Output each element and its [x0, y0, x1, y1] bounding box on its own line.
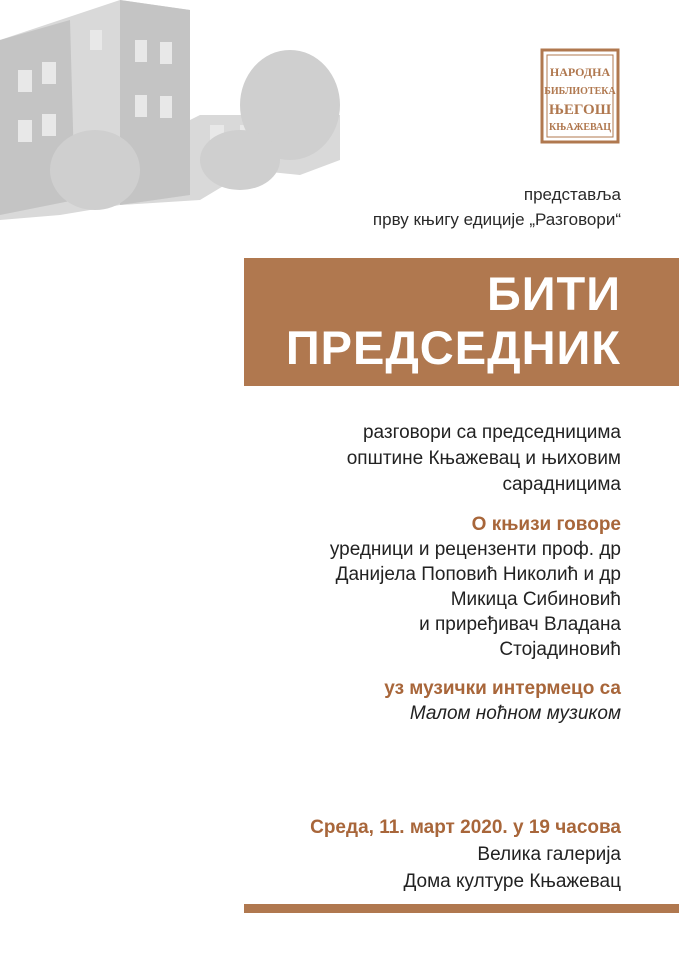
event-place-1: Велика галерија — [477, 844, 621, 865]
subtitle-line-3: сарадницима — [502, 474, 621, 495]
speakers-line-5: Стојадиновић — [499, 639, 621, 660]
music-section — [384, 676, 621, 726]
intro-line-2: прву књигу едиције „Разговори“ — [372, 210, 621, 229]
speakers-section — [330, 512, 621, 662]
speakers-line-2: Данијела Поповић Николић и др — [335, 564, 621, 585]
subtitle — [347, 420, 621, 498]
intro-text — [373, 182, 621, 232]
svg-text:ЊЕГОШ: ЊЕГОШ — [548, 102, 612, 118]
title-line-2: ПРЕДСЕДНИК — [285, 321, 621, 374]
event-place-2: Дома културе Књажевац — [403, 871, 621, 892]
speakers-line-4: и приређивач Владана — [419, 614, 621, 635]
bottom-rule — [244, 904, 679, 913]
library-logo — [540, 48, 620, 144]
subtitle-line-1: разговори са председницима — [362, 422, 621, 443]
subtitle-line-2: општине Књажевац и њиховим — [346, 448, 621, 469]
event-date: Среда, 11. март 2020. у 19 часова — [310, 817, 621, 838]
svg-text:БИБЛИОТЕКА: БИБЛИОТЕКА — [544, 86, 616, 97]
svg-text:НАРОДНА: НАРОДНА — [549, 65, 611, 79]
building-illustration — [0, 0, 340, 240]
title-line-1: БИТИ — [486, 267, 621, 320]
speakers-line-3: Микица Сибиновић — [450, 589, 621, 610]
speakers-heading: О књизи говоре — [471, 514, 621, 535]
svg-text:КЊАЖЕВАЦ: КЊАЖЕВАЦ — [548, 122, 612, 133]
event-details — [310, 814, 621, 895]
music-line: Малом ноћном музиком — [409, 703, 621, 724]
intro-line-1: представља — [523, 185, 621, 204]
speakers-line-1: уредници и рецензенти проф. др — [329, 539, 621, 560]
title-banner — [244, 258, 679, 386]
music-heading: уз музички интермецо са — [384, 678, 621, 699]
